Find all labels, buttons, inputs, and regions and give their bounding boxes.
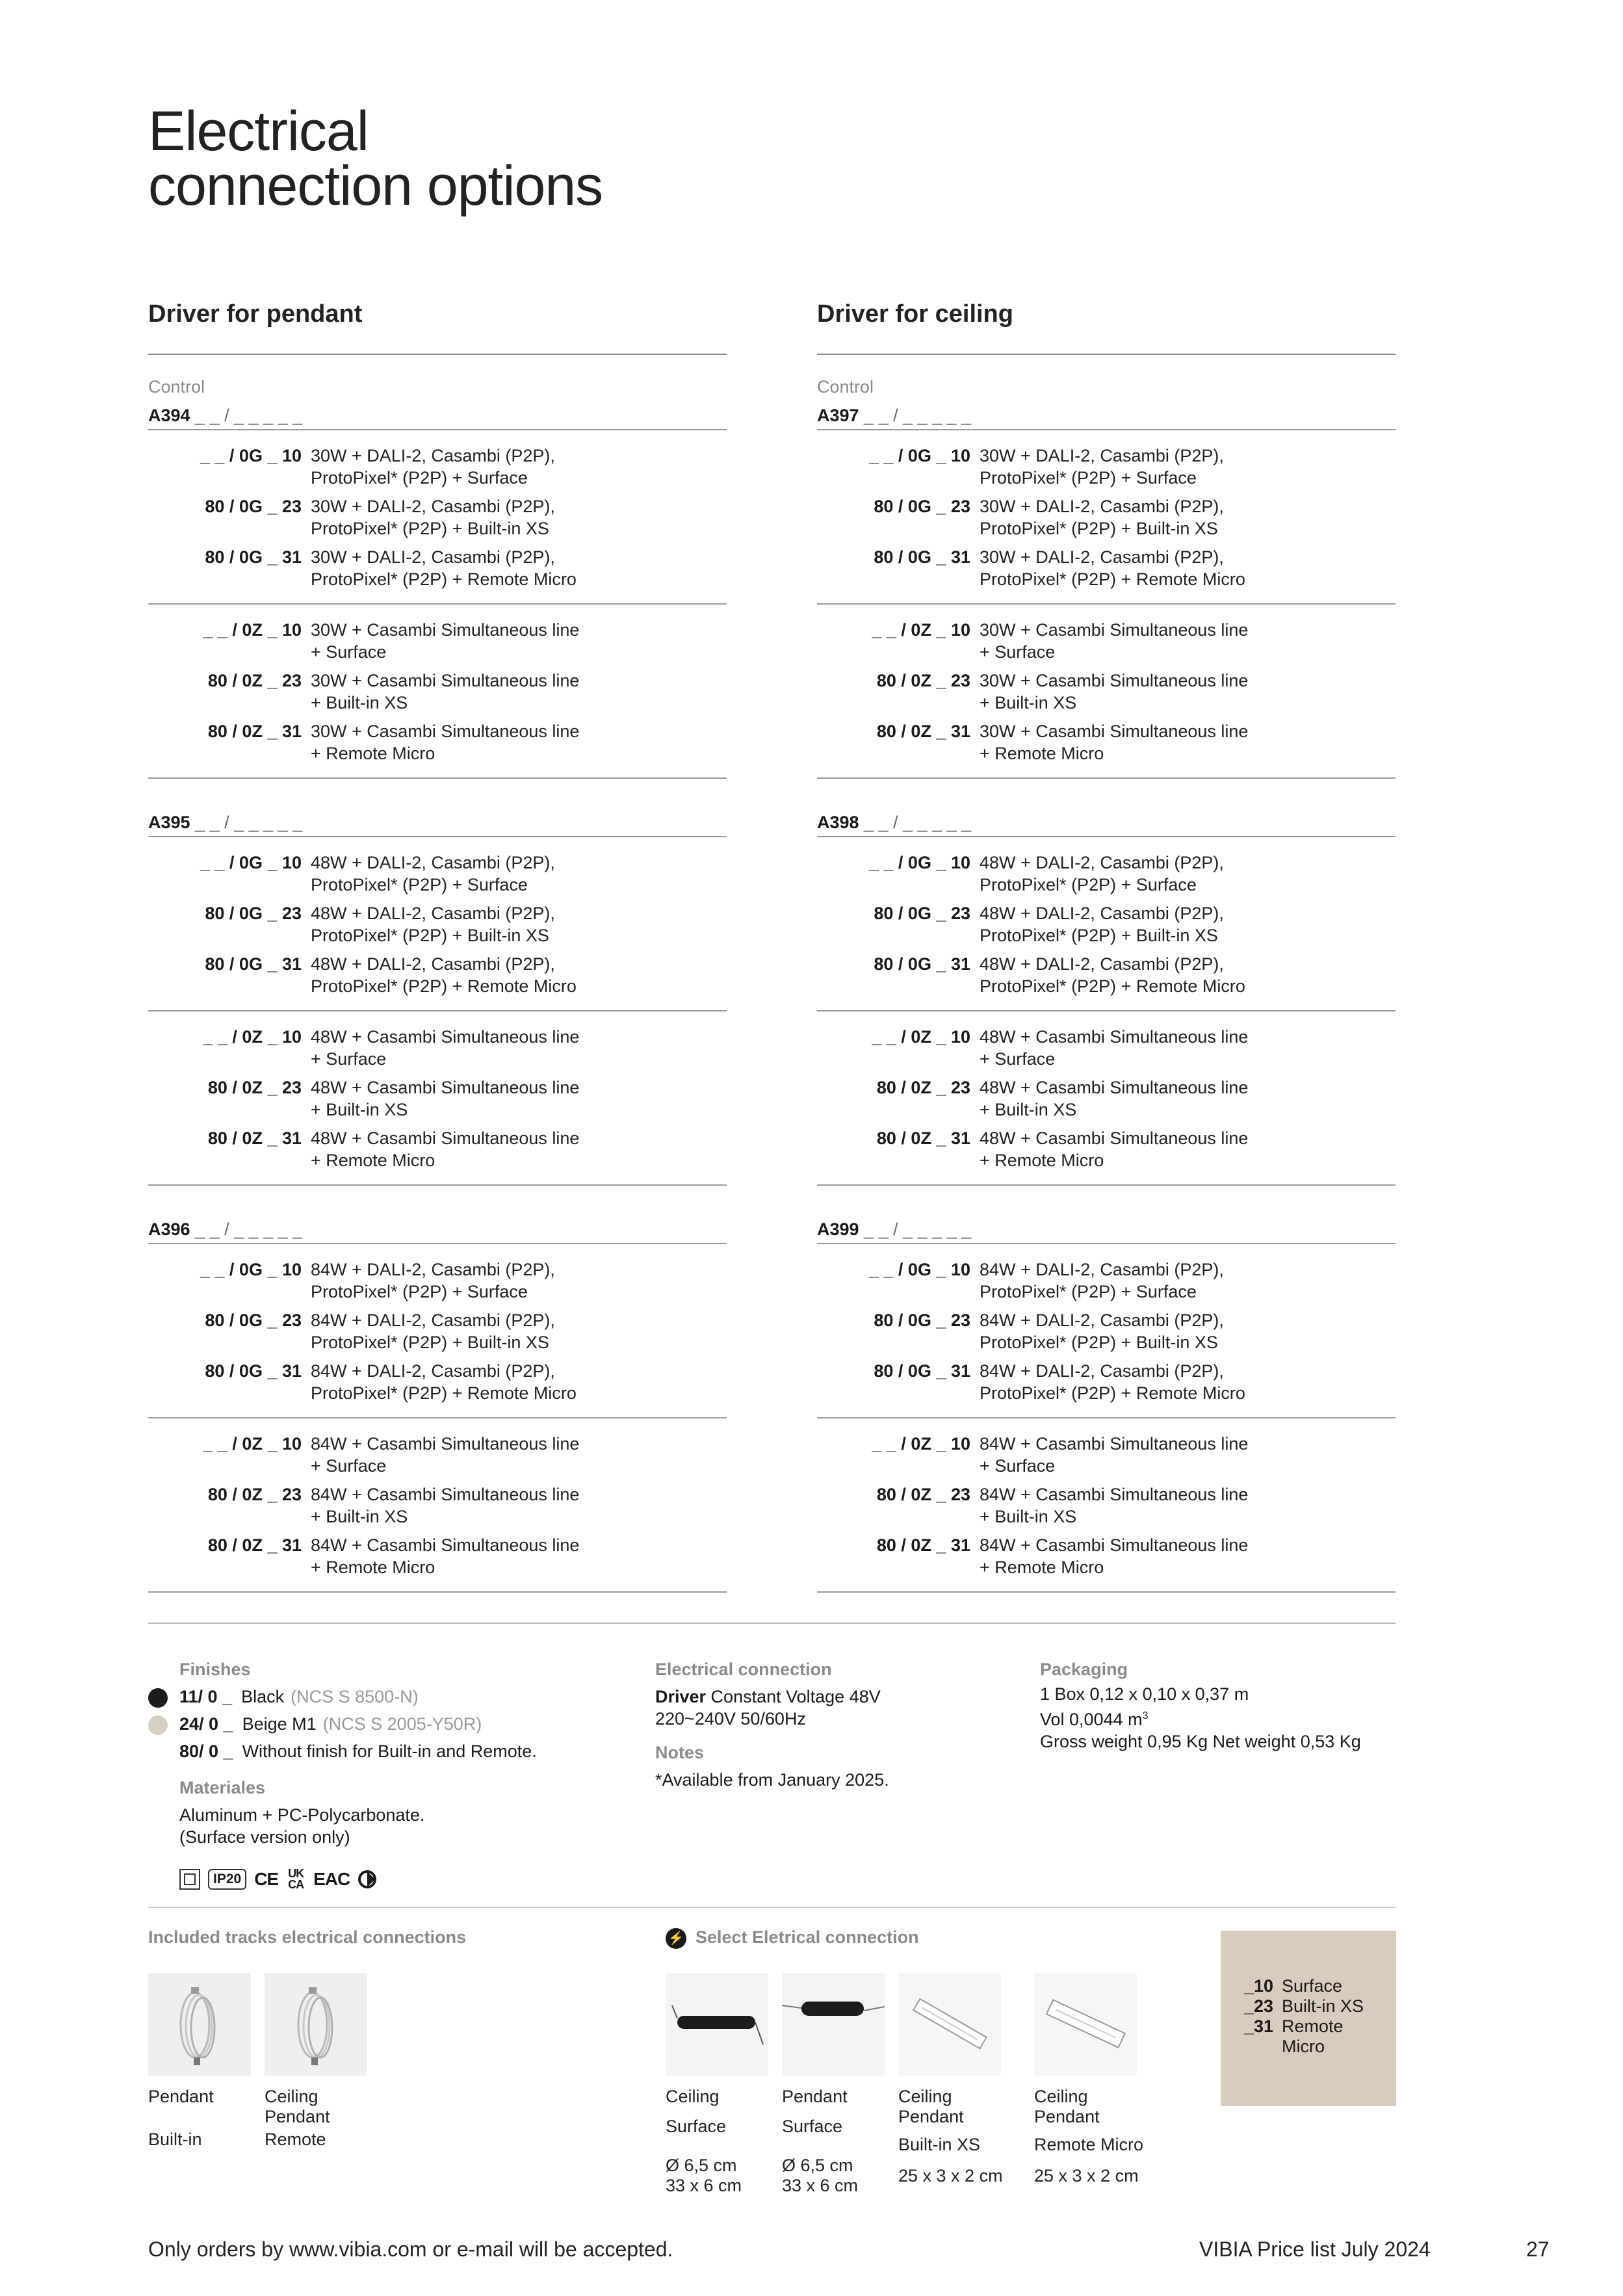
coiled-cable-icon [265, 1973, 367, 2076]
option-code: 80 / 0Z _ 31 [207, 722, 302, 741]
product-code [148, 810, 727, 837]
option-subgroup [817, 1011, 1396, 1186]
option-description: 84W + DALI-2, Casambi (P2P), ProtoPixel* (P2P) + Built-in XS [980, 1311, 1224, 1352]
option-description: 48W + Casambi Simultaneous line + Remote Micro [311, 1128, 580, 1170]
builtin-xs-driver-thumb[interactable] [898, 1973, 1001, 2076]
option-row [148, 1433, 727, 1477]
option-row [148, 852, 727, 896]
option-code: 80 / 0Z _ 23 [207, 671, 302, 690]
control-label: Control [817, 377, 874, 397]
option-description: 84W + Casambi Simultaneous line + Remote Micro [311, 1535, 580, 1577]
product-group [148, 403, 727, 779]
product-code-id: A398 [817, 813, 859, 832]
option-subgroup [817, 837, 1396, 1011]
legend-text: Remote Micro [1282, 2016, 1344, 2056]
notes-text: *Available from January 2025. [655, 1770, 889, 1790]
select-connection-label [666, 1927, 919, 1949]
option-description: 30W + Casambi Simultaneous line + Built-in XS [311, 671, 580, 712]
footer-brand: VIBIA Price list July 2024 [1199, 2237, 1431, 2261]
product-code-pattern: _ _ / _ _ _ _ _ [190, 813, 303, 832]
option-row [817, 720, 1396, 764]
option-description: 84W + DALI-2, Casambi (P2P), ProtoPixel* (P2P) + Built-in XS [311, 1311, 555, 1352]
option-description: 30W + DALI-2, Casambi (P2P), ProtoPixel* (P2P) + Surface [311, 446, 555, 488]
option-row [817, 670, 1396, 714]
option-row [817, 1026, 1396, 1070]
product-group [817, 403, 1396, 779]
product-group [148, 1217, 727, 1593]
option-description: 84W + Casambi Simultaneous line + Built-in XS [980, 1485, 1249, 1526]
option-code: _ _ / 0G _ 10 [868, 853, 970, 872]
notes-label: Notes [655, 1743, 705, 1762]
included-tracks-label: Included tracks electrical connections [148, 1927, 467, 1947]
finish-name: Beige M1 [242, 1714, 317, 1734]
option-row [817, 1534, 1396, 1578]
product-code-id: A399 [817, 1220, 859, 1239]
connection-caption: Ceiling [666, 2087, 720, 2106]
finish-ncs: (NCS S 8500-N) [291, 1687, 419, 1706]
option-row [148, 1259, 727, 1303]
legend-code: _23 [1244, 1996, 1274, 2016]
option-description: 30W + DALI-2, Casambi (P2P), ProtoPixel* (P2P) + Remote Micro [980, 547, 1245, 589]
product-code-pattern: _ _ / _ _ _ _ _ [190, 1220, 303, 1239]
option-code: 80 / 0G _ 31 [874, 954, 970, 974]
finish-code: 11/ 0 _ [179, 1687, 233, 1706]
track-caption-sub: Remote [265, 2130, 326, 2149]
connection-dimensions: 25 x 3 x 2 cm [1034, 2166, 1139, 2185]
option-row [148, 1076, 727, 1121]
driver-text: Constant Voltage 48V [706, 1687, 881, 1706]
option-row [148, 953, 727, 997]
option-description: 48W + Casambi Simultaneous line + Remote Micro [980, 1128, 1249, 1170]
option-code: 80 / 0G _ 23 [874, 1311, 970, 1330]
option-description: 30W + DALI-2, Casambi (P2P), ProtoPixel* (P2P) + Remote Micro [311, 547, 577, 589]
option-description: 48W + DALI-2, Casambi (P2P), ProtoPixel* (P2P) + Surface [311, 853, 555, 894]
option-row [817, 1309, 1396, 1353]
product-code-pattern: _ _ / _ _ _ _ _ [190, 406, 303, 425]
code-legend-box [1221, 1931, 1396, 2106]
option-code: 80 / 0Z _ 31 [207, 1535, 302, 1555]
option-description: 48W + DALI-2, Casambi (P2P), ProtoPixel* (P2P) + Remote Micro [311, 954, 577, 996]
option-description: 48W + Casambi Simultaneous line + Built-in XS [311, 1078, 580, 1119]
option-row [817, 546, 1396, 590]
option-description: 30W + Casambi Simultaneous line + Built-in XS [980, 671, 1249, 712]
connection-dimensions: 25 x 3 x 2 cm [898, 2166, 1003, 2185]
option-row [817, 495, 1396, 540]
certification-icons [179, 1868, 377, 1890]
ceiling-surface-driver-thumb[interactable] [666, 1973, 768, 2076]
option-row [148, 1309, 727, 1353]
option-row [817, 902, 1396, 946]
option-code: 80 / 0G _ 31 [874, 547, 970, 567]
product-code [817, 1217, 1396, 1244]
option-code: 80 / 0Z _ 31 [207, 1128, 302, 1148]
option-row [817, 852, 1396, 896]
ukca-mark-icon: UK CA [288, 1867, 304, 1891]
product-code-pattern: _ _ / _ _ _ _ _ [859, 406, 972, 425]
track-caption-sub: Built-in [148, 2130, 202, 2149]
voltage-line: 220~240V 50/60Hz [655, 1709, 806, 1729]
page-title-line2: connection options [148, 155, 603, 217]
option-row [148, 670, 727, 714]
product-code [817, 810, 1396, 837]
option-code: _ _ / 0G _ 10 [200, 853, 302, 872]
option-subgroup [817, 430, 1396, 605]
option-description: 84W + Casambi Simultaneous line + Surface [311, 1434, 580, 1476]
connection-caption: Ceiling Pendant [898, 2087, 964, 2126]
section-divider [148, 1623, 1396, 1624]
page-title-line1: Electrical [148, 100, 369, 163]
option-code: 80 / 0G _ 23 [205, 497, 302, 516]
product-group [817, 1217, 1396, 1593]
legend-row [1244, 1976, 1396, 1996]
option-code: _ _ / 0Z _ 10 [872, 620, 970, 640]
option-description: 30W + DALI-2, Casambi (P2P), ProtoPixel* (P2P) + Built-in XS [311, 497, 555, 538]
option-description: 48W + Casambi Simultaneous line + Built-in XS [980, 1078, 1249, 1119]
flat-driver-icon [1034, 1973, 1137, 2076]
option-code: 80 / 0G _ 31 [205, 547, 302, 567]
option-subgroup [148, 1418, 727, 1593]
cylinder-driver-icon [666, 1973, 768, 2076]
volume: Vol 0,0044 m [1040, 1710, 1143, 1729]
track-caption: Ceiling Pendant [265, 2087, 330, 2126]
option-description: 48W + Casambi Simultaneous line + Surface [311, 1027, 580, 1069]
flat-driver-icon [898, 1973, 1001, 2076]
finish-name: Without finish for Built-in and Remote. [242, 1742, 537, 1761]
electrical-label: Electrical connection [655, 1660, 832, 1679]
option-subgroup [817, 1244, 1396, 1418]
option-code: _ _ / 0Z _ 10 [872, 1027, 970, 1047]
product-code-pattern: _ _ / _ _ _ _ _ [859, 813, 972, 832]
option-row [148, 1534, 727, 1578]
option-description: 84W + Casambi Simultaneous line + Remote Micro [980, 1535, 1249, 1577]
legend-row [1244, 2016, 1396, 2057]
option-row [817, 1483, 1396, 1528]
option-row [148, 1026, 727, 1070]
product-code-pattern: _ _ / _ _ _ _ _ [859, 1220, 972, 1239]
product-code-id: A396 [148, 1220, 190, 1239]
volume-line [1040, 1705, 1404, 1730]
option-description: 84W + Casambi Simultaneous line + Surface [980, 1434, 1249, 1476]
option-description: 30W + Casambi Simultaneous line + Surface [311, 620, 580, 662]
connection-dimensions: Ø 6,5 cm 33 x 6 cm [782, 2156, 859, 2195]
option-code: 80 / 0G _ 31 [205, 1361, 302, 1381]
materials-label: Materiales [179, 1778, 266, 1797]
option-code: 80 / 0G _ 23 [205, 1311, 302, 1330]
remote-micro-driver-thumb[interactable] [1034, 1973, 1137, 2076]
option-row [148, 1127, 727, 1171]
track-caption: Pendant [148, 2087, 214, 2106]
option-code: 80 / 0Z _ 23 [876, 1078, 970, 1097]
page-title [148, 100, 603, 217]
finish-code: 24/ 0 _ [179, 1714, 233, 1734]
page-number: 27 [1526, 2237, 1550, 2261]
option-row [148, 445, 727, 489]
option-row [817, 445, 1396, 489]
option-code: 80 / 0G _ 31 [205, 954, 302, 974]
packaging-label: Packaging [1040, 1660, 1128, 1679]
select-connection-text: Select Eletrical connection [695, 1927, 919, 1947]
option-description: 30W + DALI-2, Casambi (P2P), ProtoPixel* (P2P) + Surface [980, 446, 1224, 488]
option-code: _ _ / 0Z _ 10 [203, 620, 302, 640]
option-description: 30W + DALI-2, Casambi (P2P), ProtoPixel* (P2P) + Built-in XS [980, 497, 1224, 538]
option-row [817, 953, 1396, 997]
option-row [817, 619, 1396, 663]
option-subgroup [148, 1011, 727, 1186]
option-row [148, 495, 727, 540]
option-code: _ _ / 0G _ 10 [200, 446, 302, 465]
product-group [817, 810, 1396, 1186]
finish-row-black [179, 1683, 634, 1710]
option-row [817, 1433, 1396, 1477]
eac-mark-icon: EAC [313, 1869, 350, 1889]
volume-exponent: 3 [1142, 1710, 1149, 1721]
option-row [148, 546, 727, 590]
coiled-cable-icon [148, 1973, 251, 2076]
product-code-id: A395 [148, 813, 190, 832]
pendant-surface-driver-thumb[interactable] [782, 1973, 885, 2076]
option-code: 80 / 0Z _ 23 [207, 1078, 302, 1097]
option-subgroup [817, 1418, 1396, 1593]
legend-row [1244, 1996, 1396, 2016]
option-row [148, 720, 727, 764]
option-description: 48W + Casambi Simultaneous line + Surface [980, 1027, 1249, 1069]
ceiling-driver-column [817, 300, 1396, 1593]
track-cable-ceiling-thumb [265, 1973, 367, 2076]
option-row [817, 1259, 1396, 1303]
connection-caption-sub: Built-in XS [898, 2135, 981, 2154]
option-row [148, 1360, 727, 1404]
product-code-id: A397 [817, 406, 859, 425]
ip20-badge: IP20 [208, 1869, 246, 1890]
finish-code: 80/ 0 _ [179, 1742, 233, 1761]
option-row [148, 902, 727, 946]
product-code [148, 1217, 727, 1244]
connection-caption: Ceiling Pendant [1034, 2087, 1100, 2126]
option-code: 80 / 0G _ 31 [874, 1361, 970, 1381]
column-title: Driver for ceiling [817, 300, 1396, 355]
finish-row-none [179, 1738, 634, 1765]
option-description: 30W + Casambi Simultaneous line + Surface [980, 620, 1249, 662]
option-code: 80 / 0G _ 23 [205, 904, 302, 923]
section-divider [148, 1907, 1396, 1908]
option-code: 80 / 0Z _ 31 [876, 722, 970, 741]
connection-dimensions: Ø 6,5 cm 33 x 6 cm [666, 2156, 742, 2195]
product-code [148, 403, 727, 430]
option-description: 48W + DALI-2, Casambi (P2P), ProtoPixel* (P2P) + Built-in XS [980, 904, 1224, 945]
legend-text: Surface [1282, 1976, 1343, 1996]
electrical-connection-block [655, 1656, 1019, 1791]
weights: Gross weight 0,95 Kg Net weight 0,53 Kg [1040, 1732, 1361, 1751]
option-description: 48W + DALI-2, Casambi (P2P), ProtoPixel* (P2P) + Built-in XS [311, 904, 555, 945]
finish-row-beige [179, 1710, 634, 1738]
legend-code: _31 [1244, 2016, 1274, 2036]
option-code: 80 / 0G _ 23 [874, 904, 970, 923]
option-description: 30W + Casambi Simultaneous line + Remote Micro [311, 722, 580, 763]
option-description: 48W + DALI-2, Casambi (P2P), ProtoPixel* (P2P) + Surface [980, 853, 1224, 894]
option-subgroup [148, 430, 727, 605]
packaging-block [1040, 1656, 1404, 1753]
product-code-id: A394 [148, 406, 190, 425]
option-description: 84W + DALI-2, Casambi (P2P), ProtoPixel* (P2P) + Surface [980, 1260, 1224, 1301]
materials-line: (Surface version only) [179, 1827, 350, 1847]
option-subgroup [817, 605, 1396, 779]
finish-name: Black [241, 1687, 285, 1706]
track-cable-pendant-thumb [148, 1973, 251, 2076]
option-row [817, 1360, 1396, 1404]
cylinder-driver-icon [782, 1973, 885, 2076]
recycle-icon [357, 1870, 377, 1889]
materials-text [179, 1804, 634, 1848]
option-code: 80 / 0G _ 23 [874, 497, 970, 516]
option-row [148, 1483, 727, 1528]
legend-code: _10 [1244, 1976, 1274, 1996]
option-code: 80 / 0Z _ 23 [876, 1485, 970, 1504]
option-code: _ _ / 0G _ 10 [200, 1260, 302, 1279]
option-code: _ _ / 0G _ 10 [868, 446, 970, 465]
lightning-icon: ⚡ [666, 1928, 686, 1949]
option-row [817, 1076, 1396, 1121]
materials-line: Aluminum + PC-Polycarbonate. [179, 1805, 425, 1825]
driver-line [655, 1686, 1019, 1708]
beige-swatch [148, 1715, 168, 1735]
ce-mark-icon: CE [254, 1869, 279, 1889]
option-description: 84W + Casambi Simultaneous line + Built-in XS [311, 1485, 580, 1526]
option-code: 80 / 0Z _ 23 [207, 1485, 302, 1504]
option-code: _ _ / 0Z _ 10 [872, 1434, 970, 1454]
black-swatch [148, 1688, 168, 1708]
option-code: _ _ / 0Z _ 10 [203, 1434, 302, 1454]
option-description: 84W + DALI-2, Casambi (P2P), ProtoPixel* (P2P) + Remote Micro [980, 1361, 1245, 1403]
option-description: 84W + DALI-2, Casambi (P2P), ProtoPixel* (P2P) + Remote Micro [311, 1361, 577, 1403]
connection-caption-sub: Surface [782, 2117, 843, 2136]
option-code: 80 / 0Z _ 31 [876, 1535, 970, 1555]
finishes-label: Finishes [179, 1660, 251, 1679]
control-label: Control [148, 377, 205, 397]
option-code: 80 / 0Z _ 31 [876, 1128, 970, 1148]
option-row [817, 1127, 1396, 1171]
option-subgroup [148, 837, 727, 1011]
option-description: 48W + DALI-2, Casambi (P2P), ProtoPixel* (P2P) + Remote Micro [980, 954, 1245, 996]
option-description: 84W + DALI-2, Casambi (P2P), ProtoPixel* (P2P) + Surface [311, 1260, 555, 1301]
connection-caption-sub: Surface [666, 2117, 727, 2136]
product-code [817, 403, 1396, 430]
product-group [148, 810, 727, 1186]
option-subgroup [148, 1244, 727, 1418]
legend-text: Built-in XS [1282, 1996, 1364, 2016]
option-code: 80 / 0Z _ 23 [876, 671, 970, 690]
box-dimensions: 1 Box 0,12 x 0,10 x 0,37 m [1040, 1684, 1249, 1704]
option-subgroup [148, 605, 727, 779]
driver-bold: Driver [655, 1687, 707, 1706]
option-code: _ _ / 0Z _ 10 [203, 1027, 302, 1047]
class-ii-icon [179, 1869, 200, 1890]
option-code: _ _ / 0G _ 10 [868, 1260, 970, 1279]
option-row [148, 619, 727, 663]
option-description: 30W + Casambi Simultaneous line + Remote Micro [980, 722, 1249, 763]
pendant-driver-column [148, 300, 727, 1593]
connection-caption: Pendant [782, 2087, 848, 2106]
finish-ncs: (NCS S 2005-Y50R) [322, 1714, 482, 1734]
column-title: Driver for pendant [148, 300, 727, 355]
finishes-block [179, 1656, 634, 1848]
connection-caption-sub: Remote Micro [1034, 2135, 1144, 2154]
footer-note: Only orders by www.vibia.com or e-mail will be accepted. [148, 2237, 673, 2261]
